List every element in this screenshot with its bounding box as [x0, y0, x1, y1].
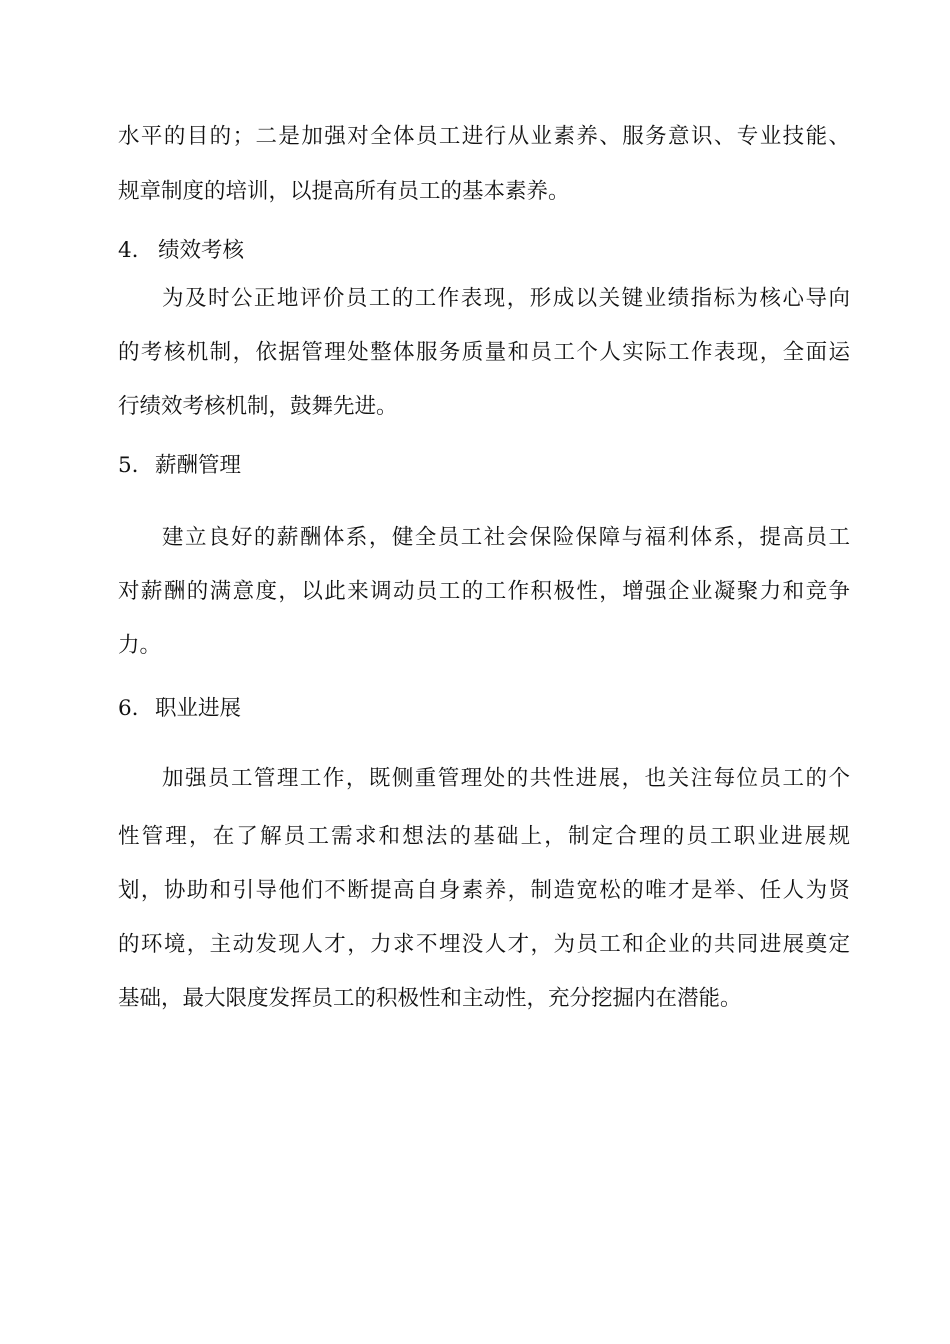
paragraph-line: 基础，最大限度发挥员工的积极性和主动性，充分挖掘内在潜能。 — [118, 986, 742, 1011]
paragraph-line: 建立良好的薪酬体系，健全员工社会保险保障与福利体系，提高员工 — [162, 525, 850, 550]
paragraph-line: 对薪酬的满意度，以此来调动员工的工作积极性，增强企业凝聚力和竞争 — [118, 579, 850, 604]
section-heading-4 — [118, 236, 244, 266]
paragraph-line: 为及时公正地评价员工的工作表现，形成以关键业绩指标为核心导向 — [162, 286, 850, 311]
paragraph-line: 行绩效考核机制，鼓舞先进。 — [118, 394, 398, 419]
paragraph-line: 力。 — [118, 633, 162, 658]
paragraph-line: 性管理，在了解员工需求和想法的基础上，制定合理的员工职业进展规 — [118, 824, 850, 849]
section-title: 绩效考核 — [158, 238, 245, 263]
paragraph-line: 划，协助和引导他们不断提高自身素养，制造宽松的唯才是举、任人为贤 — [118, 878, 850, 903]
section-number: 6. — [118, 696, 139, 721]
section-number: 4. — [118, 238, 139, 263]
section-title: 职业进展 — [155, 696, 242, 721]
paragraph-line: 规章制度的培训，以提高所有员工的基本素养。 — [118, 179, 570, 204]
paragraph-line: 的环境，主动发现人才，力求不埋没人才，为员工和企业的共同进展奠定 — [118, 932, 850, 957]
paragraph-line: 加强员工管理工作，既侧重管理处的共性进展，也关注每位员工的个 — [162, 766, 850, 791]
section-number: 5. — [118, 453, 139, 478]
section-heading-5 — [118, 451, 241, 481]
paragraph-line: 的考核机制，依据管理处整体服务质量和员工个人实际工作表现，全面运 — [118, 340, 850, 365]
section-title: 薪酬管理 — [155, 453, 242, 478]
section-heading-6 — [118, 694, 241, 724]
paragraph-line: 水平的目的；二是加强对全体员工进行从业素养、服务意识、专业技能、 — [118, 124, 850, 149]
